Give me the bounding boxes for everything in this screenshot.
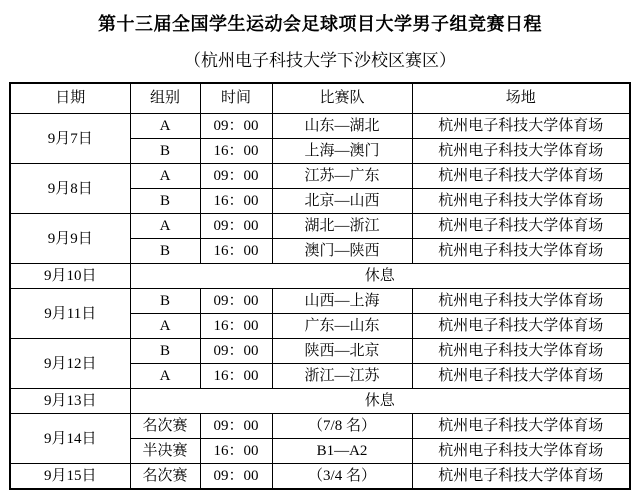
- match-cell: 山东—湖北: [272, 114, 412, 139]
- header-row: [10, 83, 630, 114]
- match-cell: 澳门—陕西: [272, 239, 412, 264]
- venue-cell: 杭州电子科技大学体育场: [412, 189, 630, 214]
- table-row: [10, 339, 630, 364]
- venue-cell: 杭州电子科技大学体育场: [412, 114, 630, 139]
- time-cell: 09：00: [200, 464, 272, 490]
- match-cell: B1—A2: [272, 439, 412, 464]
- group-cell: A: [130, 164, 200, 189]
- table-row: [10, 464, 630, 490]
- date-cell: 9月13日: [10, 389, 130, 414]
- venue-cell: 杭州电子科技大学体育场: [412, 139, 630, 164]
- match-cell: 广东—山东: [272, 314, 412, 339]
- venue-cell: 杭州电子科技大学体育场: [412, 164, 630, 189]
- time-cell: 16：00: [200, 139, 272, 164]
- group-cell: B: [130, 139, 200, 164]
- time-cell: 09：00: [200, 214, 272, 239]
- table-row: [10, 389, 630, 414]
- time-cell: 16：00: [200, 239, 272, 264]
- venue-cell: 杭州电子科技大学体育场: [412, 239, 630, 264]
- date-cell: 9月12日: [10, 339, 130, 389]
- time-cell: 16：00: [200, 314, 272, 339]
- venue-cell: 杭州电子科技大学体育场: [412, 439, 630, 464]
- date-cell: 9月10日: [10, 264, 130, 289]
- group-cell: 名次赛: [130, 464, 200, 490]
- date-cell: 9月15日: [10, 464, 130, 490]
- schedule-table: [9, 82, 631, 490]
- rest-cell: 休息: [130, 264, 630, 289]
- date-cell: 9月11日: [10, 289, 130, 339]
- venue-cell: 杭州电子科技大学体育场: [412, 214, 630, 239]
- match-cell: 江苏—广东: [272, 164, 412, 189]
- table-row: [10, 289, 630, 314]
- time-cell: 09：00: [200, 114, 272, 139]
- group-cell: 半决赛: [130, 439, 200, 464]
- time-cell: 09：00: [200, 289, 272, 314]
- time-cell: 16：00: [200, 189, 272, 214]
- match-cell: 上海—澳门: [272, 139, 412, 164]
- page-subtitle: （杭州电子科技大学下沙校区赛区）: [184, 51, 456, 70]
- group-cell: B: [130, 239, 200, 264]
- time-cell: 16：00: [200, 439, 272, 464]
- group-cell: 名次赛: [130, 414, 200, 439]
- date-cell: 9月8日: [10, 164, 130, 214]
- time-cell: 09：00: [200, 339, 272, 364]
- group-cell: A: [130, 214, 200, 239]
- header-cell-group: 组别: [130, 83, 200, 114]
- date-cell: 9月14日: [10, 414, 130, 464]
- match-cell: 山西—上海: [272, 289, 412, 314]
- table-row: [10, 264, 630, 289]
- match-cell: 湖北—浙江: [272, 214, 412, 239]
- header-cell-venue: 场地: [412, 83, 630, 114]
- venue-cell: 杭州电子科技大学体育场: [412, 464, 630, 490]
- header-cell-time: 时间: [200, 83, 272, 114]
- time-cell: 09：00: [200, 164, 272, 189]
- group-cell: B: [130, 189, 200, 214]
- group-cell: A: [130, 314, 200, 339]
- match-cell: （3/4 名）: [272, 464, 412, 490]
- venue-cell: 杭州电子科技大学体育场: [412, 289, 630, 314]
- group-cell: B: [130, 339, 200, 364]
- match-cell: 浙江—江苏: [272, 364, 412, 389]
- time-cell: 16：00: [200, 364, 272, 389]
- group-cell: A: [130, 114, 200, 139]
- time-cell: 09：00: [200, 414, 272, 439]
- venue-cell: 杭州电子科技大学体育场: [412, 364, 630, 389]
- table-row: [10, 114, 630, 139]
- rest-cell: 休息: [130, 389, 630, 414]
- date-cell: 9月7日: [10, 114, 130, 164]
- group-cell: B: [130, 289, 200, 314]
- page-title: 第十三届全国学生运动会足球项目大学男子组竞赛日程: [98, 14, 542, 34]
- table-row: [10, 414, 630, 439]
- table-row: [10, 164, 630, 189]
- header-cell-date: 日期: [10, 83, 130, 114]
- group-cell: A: [130, 364, 200, 389]
- table-row: [10, 214, 630, 239]
- header-cell-match: 比赛队: [272, 83, 412, 114]
- match-cell: 北京—山西: [272, 189, 412, 214]
- venue-cell: 杭州电子科技大学体育场: [412, 414, 630, 439]
- date-cell: 9月9日: [10, 214, 130, 264]
- venue-cell: 杭州电子科技大学体育场: [412, 314, 630, 339]
- match-cell: 陕西—北京: [272, 339, 412, 364]
- venue-cell: 杭州电子科技大学体育场: [412, 339, 630, 364]
- match-cell: （7/8 名）: [272, 414, 412, 439]
